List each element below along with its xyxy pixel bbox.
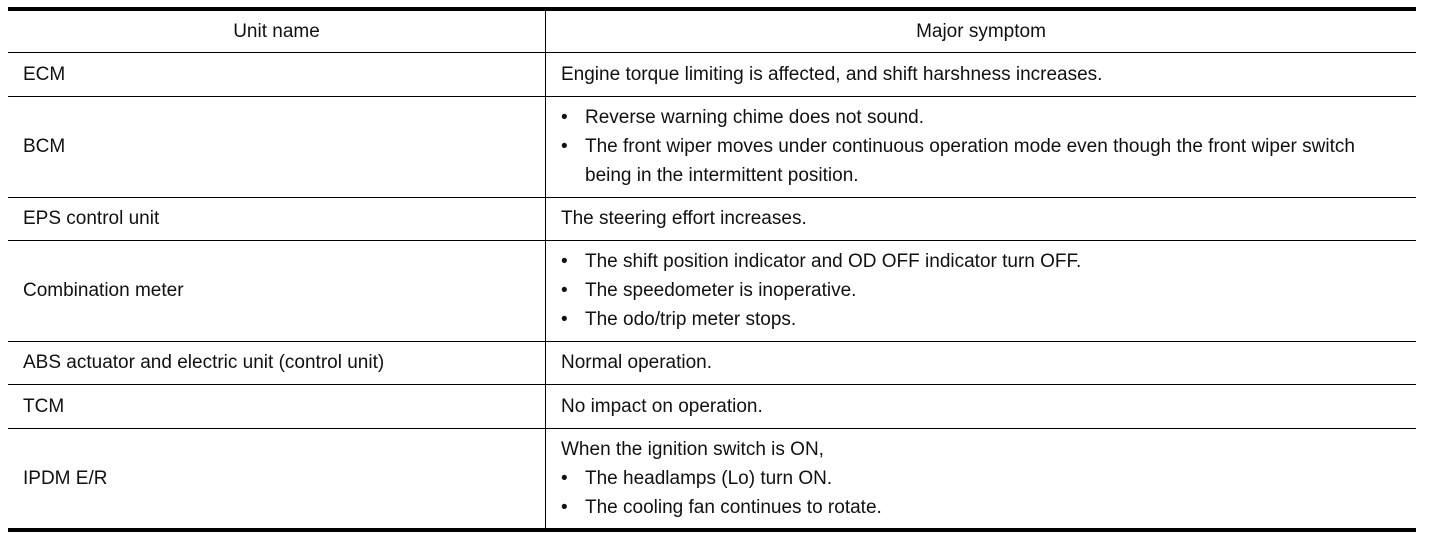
- unit-name-cell: ECM: [8, 52, 546, 96]
- table-row: [8, 197, 1416, 240]
- table-row: [8, 96, 1416, 197]
- table-row: [8, 341, 1416, 384]
- symptom-list: [561, 103, 1400, 190]
- bullet-icon: •: [561, 467, 568, 489]
- header-unit-name: Unit name: [8, 9, 546, 52]
- list-item: • The odo/trip meter stops.: [561, 305, 1400, 334]
- list-item: • The headlamps (Lo) turn ON.: [561, 464, 1400, 493]
- table-row: [8, 384, 1416, 428]
- unit-name-cell: Combination meter: [8, 240, 546, 341]
- bullet-icon: •: [561, 107, 568, 128]
- unit-name-cell: BCM: [8, 96, 546, 197]
- list-item: • The front wiper moves under continuous operation mode even though the front wiper switch being in the intermittent position.: [561, 132, 1400, 190]
- unit-name-cell: ABS actuator and electric unit (control unit): [8, 341, 546, 384]
- symptom-cell: The steering effort increases.: [546, 197, 1417, 240]
- symptom-cell: [546, 96, 1417, 197]
- list-item: • The cooling fan continues to rotate.: [561, 493, 1400, 522]
- symptom-list: [561, 247, 1400, 334]
- symptom-cell: Engine torque limiting is affected, and shift harshness increases.: [546, 52, 1417, 96]
- header-major-symptom: Major symptom: [546, 9, 1417, 52]
- symptom-cell: [546, 428, 1417, 530]
- symptom-intro: When the ignition switch is ON,: [561, 438, 824, 460]
- symptom-table: [8, 7, 1416, 532]
- list-item: • The shift position indicator and OD OFF indicator turn OFF.: [561, 247, 1400, 276]
- bullet-icon: •: [561, 309, 568, 330]
- list-item: • Reverse warning chime does not sound.: [561, 103, 1400, 132]
- symptom-list: [561, 464, 1400, 522]
- header-row: [8, 9, 1416, 52]
- symptom-cell: Normal operation.: [546, 341, 1417, 384]
- table-row: [8, 52, 1416, 96]
- bullet-icon: •: [561, 251, 568, 272]
- bullet-icon: •: [561, 280, 568, 301]
- table-row: [8, 240, 1416, 341]
- symptom-cell: [546, 240, 1417, 341]
- table-row: [8, 428, 1416, 530]
- unit-name-cell: IPDM E/R: [8, 428, 546, 530]
- symptom-cell: No impact on operation.: [546, 384, 1417, 428]
- bullet-icon: •: [561, 136, 568, 157]
- bullet-icon: •: [561, 496, 568, 518]
- list-item: • The speedometer is inoperative.: [561, 276, 1400, 305]
- unit-name-cell: TCM: [8, 384, 546, 428]
- unit-name-cell: EPS control unit: [8, 197, 546, 240]
